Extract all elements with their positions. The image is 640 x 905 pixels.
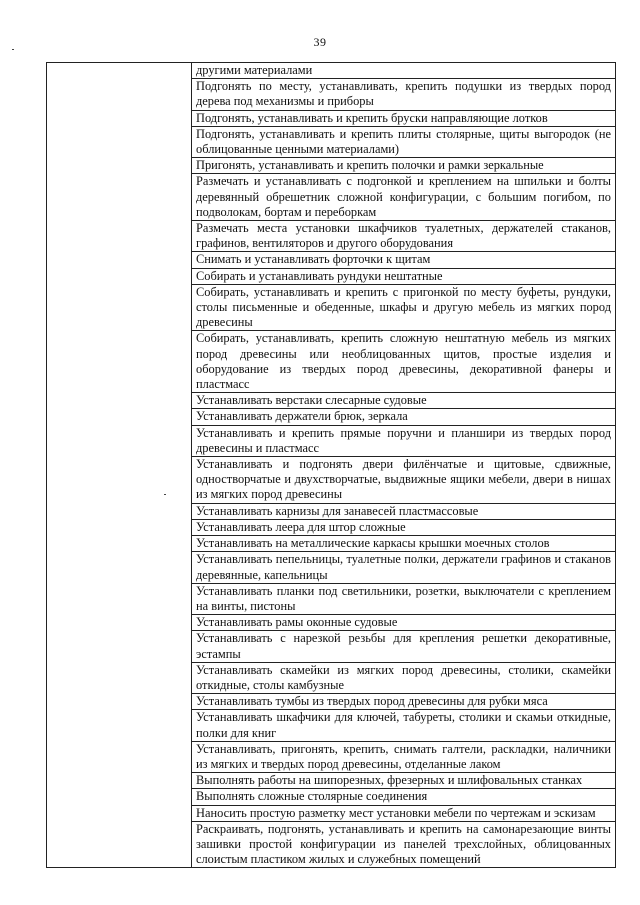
skill-cell: Устанавливать шкафчики для ключей, табуреты, столики и скамьи откидные, полки для книг [192, 710, 616, 741]
empty-cell [47, 662, 192, 693]
empty-cell [47, 221, 192, 252]
empty-cell [47, 174, 192, 221]
table-row [47, 710, 616, 741]
table-row [47, 457, 616, 504]
table-row [47, 79, 616, 110]
empty-cell [47, 536, 192, 552]
scan-mark [12, 49, 14, 50]
skill-cell: Устанавливать верстаки слесарные судовые [192, 393, 616, 409]
skill-cell: Устанавливать и крепить прямые поручни и планшири из твердых пород древесины и пластмасс [192, 425, 616, 456]
skill-cell: Пригонять, устанавливать и крепить полочки и рамки зеркальные [192, 158, 616, 174]
table-row [47, 583, 616, 614]
empty-cell [47, 821, 192, 868]
skill-cell: Собирать, устанавливать и крепить с пригонкой по месту буфеты, рундуки, столы письменные и обеденные, шкафы и другую мебель из мягких пород древесины [192, 284, 616, 331]
empty-cell [47, 710, 192, 741]
skill-cell: Подгонять, устанавливать и крепить плиты столярные, щиты выгородок (не облицованные ценными материалами) [192, 126, 616, 157]
table-row [47, 631, 616, 662]
empty-cell [47, 552, 192, 583]
table-row [47, 158, 616, 174]
empty-cell [47, 741, 192, 772]
empty-cell [47, 615, 192, 631]
skill-cell: Устанавливать леера для штор сложные [192, 519, 616, 535]
skill-cell: Подгонять, устанавливать и крепить бруски направляющие лотков [192, 110, 616, 126]
empty-cell [47, 583, 192, 614]
empty-cell [47, 805, 192, 821]
empty-cell [47, 268, 192, 284]
skill-cell: Раскраивать, подгонять, устанавливать и крепить на самонарезающие винты зашивки простой конфигурации из панелей трехслойных, облицованных слоистым пластиком жилых и служебных помещений [192, 821, 616, 868]
table-row [47, 694, 616, 710]
empty-cell [47, 631, 192, 662]
table-row [47, 552, 616, 583]
table-row [47, 519, 616, 535]
empty-cell [47, 284, 192, 331]
skill-cell: Выполнять работы на шипорезных, фрезерных и шлифовальных станках [192, 773, 616, 789]
skill-cell: Собирать и устанавливать рундуки нештатные [192, 268, 616, 284]
skill-cell: Размечать и устанавливать с подгонкой и креплением на шпильки и болты деревянный обрешетник сложной конфигурации, с большим погибом, по подволокам, бортам и переборкам [192, 174, 616, 221]
empty-cell [47, 393, 192, 409]
table-row [47, 741, 616, 772]
table-row [47, 409, 616, 425]
page-number: 39 [313, 35, 327, 49]
empty-cell [47, 158, 192, 174]
skill-cell: Устанавливать держатели брюк, зеркала [192, 409, 616, 425]
skill-cell: Устанавливать планки под светильники, розетки, выключатели с креплением на винты, пистоны [192, 583, 616, 614]
work-skills-table [46, 62, 616, 868]
empty-cell [47, 503, 192, 519]
empty-cell [47, 79, 192, 110]
skill-cell: Устанавливать карнизы для занавесей пластмассовые [192, 503, 616, 519]
table-row [47, 536, 616, 552]
table-body [47, 63, 616, 868]
skill-cell: Снимать и устанавливать форточки к щитам [192, 252, 616, 268]
table-row [47, 284, 616, 331]
table-row [47, 268, 616, 284]
empty-cell [47, 63, 192, 79]
table-row [47, 615, 616, 631]
table-row [47, 110, 616, 126]
skill-cell: Устанавливать тумбы из твердых пород древесины для рубки мяса [192, 694, 616, 710]
table-row [47, 393, 616, 409]
table-row [47, 805, 616, 821]
table-row [47, 662, 616, 693]
table-row [47, 773, 616, 789]
empty-cell [47, 331, 192, 393]
empty-cell [47, 694, 192, 710]
empty-cell [47, 425, 192, 456]
table-row [47, 331, 616, 393]
empty-cell [47, 252, 192, 268]
empty-cell [47, 519, 192, 535]
skill-cell: Устанавливать скамейки из мягких пород древесины, столики, скамейки откидные, столы камбузные [192, 662, 616, 693]
empty-cell [47, 773, 192, 789]
skill-cell: Устанавливать на металлические каркасы крышки моечных столов [192, 536, 616, 552]
skill-cell: Размечать места установки шкафчиков туалетных, держателей стаканов, графинов, вентиляторов и другого оборудования [192, 221, 616, 252]
table-row [47, 252, 616, 268]
skill-cell: Устанавливать рамы оконные судовые [192, 615, 616, 631]
skill-cell: другими материалами [192, 63, 616, 79]
table-row [47, 221, 616, 252]
skill-cell: Устанавливать с нарезкой резьбы для крепления решетки декоративные, эстампы [192, 631, 616, 662]
table-row [47, 63, 616, 79]
skill-cell: Устанавливать и подгонять двери филёнчатые и щитовые, сдвижные, одностворчатые и двухстворчатые, выдвижные ящики мебели, двери в нишах из мягких пород древесины [192, 457, 616, 504]
table-row [47, 503, 616, 519]
empty-cell [47, 409, 192, 425]
table-row [47, 789, 616, 805]
skill-cell: Подгонять по месту, устанавливать, крепить подушки из твердых пород дерева под механизмы и приборы [192, 79, 616, 110]
empty-cell [47, 126, 192, 157]
table-row [47, 174, 616, 221]
skill-cell: Выполнять сложные столярные соединения [192, 789, 616, 805]
skill-cell: Устанавливать пепельницы, туалетные полки, держатели графинов и стаканов деревянные, капельницы [192, 552, 616, 583]
skill-cell: Собирать, устанавливать, крепить сложную нештатную мебель из мягких пород древесины или необлицованных щитов, простые изделия и оборудование из твердых пород древесины, декоративной фанеры и пластмасс [192, 331, 616, 393]
skill-cell: Наносить простую разметку мест установки мебели по чертежам и эскизам [192, 805, 616, 821]
empty-cell [47, 457, 192, 504]
empty-cell [47, 789, 192, 805]
skill-cell: Устанавливать, пригонять, крепить, снимать галтели, раскладки, наличники из мягких и твердых пород древесины, отделанные лаком [192, 741, 616, 772]
table-row [47, 425, 616, 456]
table-row [47, 126, 616, 157]
empty-cell [47, 110, 192, 126]
table-row [47, 821, 616, 868]
